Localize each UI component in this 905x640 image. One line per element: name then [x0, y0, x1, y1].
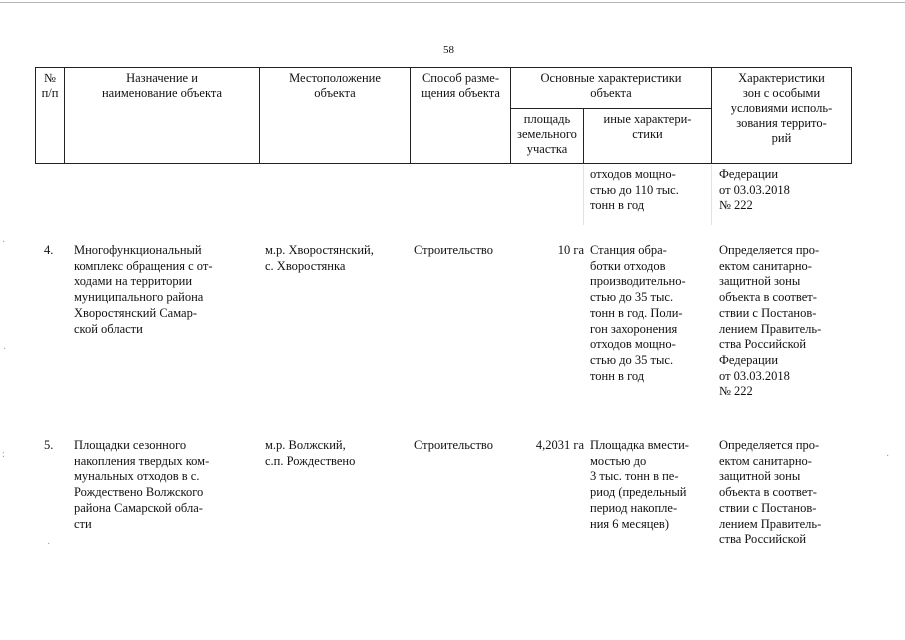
cell-other: Станция обра- ботки отходов производительно- стью до 35 тыс. тонн в год. Поли- гон захоронения отходов мощно- стью до 35 тыс. тонн в год [590, 243, 686, 383]
scan-speck: · [2, 237, 6, 248]
header-sub-divider [510, 108, 711, 109]
header-bottom-border [35, 163, 852, 164]
header-other: иные характери- стики [603, 112, 692, 141]
scan-speck: : [2, 449, 5, 460]
cell-other: Площадка вмести- мостью до 3 тыс. тонн в пе- риод (предельный период накопле- ния 6 месяцев) [590, 438, 689, 531]
header-method: Способ разме- щения объекта [421, 71, 500, 100]
cell-zones: Федерации от 03.03.2018 № 222 [719, 167, 790, 213]
faint-column-line [583, 165, 584, 225]
cell-num: 4. [44, 243, 54, 257]
header-top-border [35, 67, 852, 68]
cell-location: м.р. Волжский, с.п. Рождествено [265, 438, 356, 468]
col-border [851, 67, 852, 164]
scan-speck: · [886, 451, 890, 462]
header-main-characteristics: Основные характеристики объекта [540, 71, 682, 100]
header-area: площадь земельного участка [517, 112, 577, 156]
scan-speck: · [47, 539, 51, 550]
cell-name: Многофункциональный комплекс обращения с от- ходами на территории муниципального района Хворостянский Самар- ской области [74, 243, 213, 336]
page-top-rule [0, 2, 905, 3]
header-zones: Характеристики зон с особыми условиями исполь- зования террито- рий [730, 71, 833, 145]
cell-name: Площадки сезонного накопления твердых ком- мунальных отходов в с. Рождествено Волжского района Самарской обла- сти [74, 438, 210, 531]
header-name: Назначение и наименование объекта [101, 71, 223, 100]
cell-other: отходов мощно- стью до 110 тыс. тонн в год [590, 167, 679, 213]
scan-speck: · [3, 344, 7, 355]
cell-area: 10 га [557, 243, 584, 257]
cell-method: Строительство [414, 243, 494, 257]
cell-method: Строительство [414, 438, 494, 452]
cell-location: м.р. Хворостянский, с. Хворостянка [265, 243, 374, 273]
cell-zones: Определяется про- ектом санитарно- защитной зоны объекта в соответ- ствии с Постанов- лением Правитель- ства Российской Федерации от 03.03.2018 № 222 [719, 243, 822, 399]
header-location: Местоположение объекта [289, 71, 381, 100]
page-number: 58 [443, 44, 454, 56]
cell-zones: Определяется про- ектом санитарно- защитной зоны объекта в соответ- ствии с Постанов- лением Правитель- ства Российской [719, 438, 822, 547]
faint-column-line [711, 165, 712, 225]
cell-area: 4,2031 га [535, 438, 584, 452]
cell-num: 5. [44, 438, 54, 452]
header-num: № п/п [41, 71, 59, 100]
